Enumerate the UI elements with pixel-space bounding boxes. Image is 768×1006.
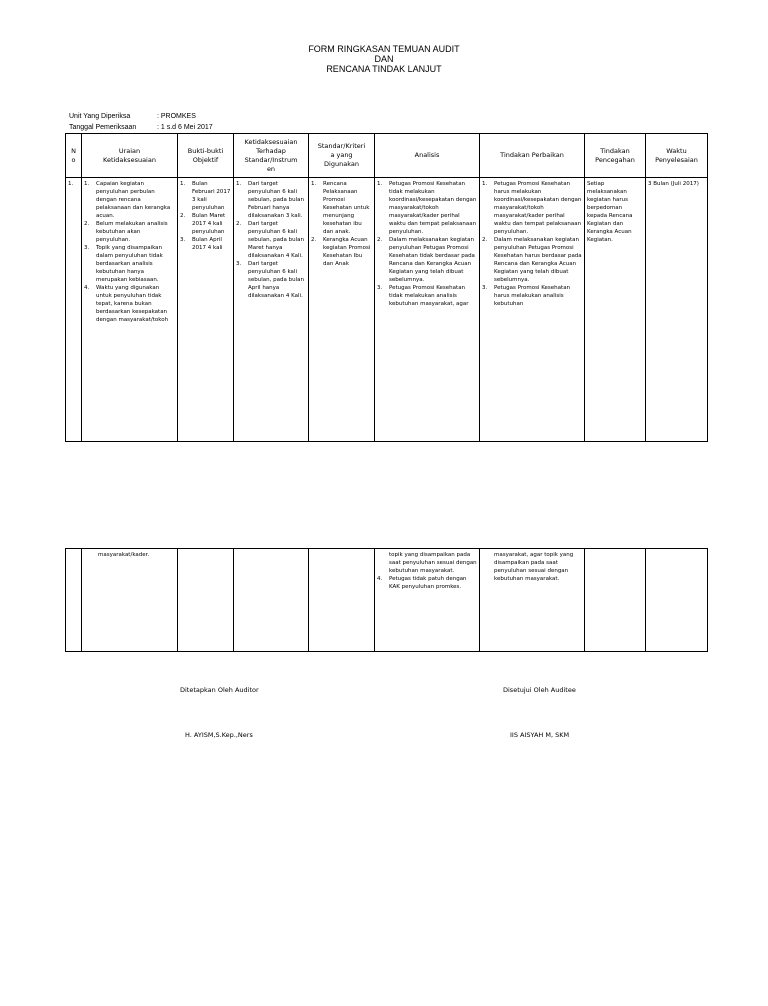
list-item	[482, 284, 582, 308]
date-value: : 1 s.d 6 Mei 2017	[157, 124, 213, 131]
list-item-text: Bulan Februari 2017 3 kali penyuluhan	[192, 181, 231, 211]
list-item-text: Belum melakukan analisis kebutuhan akan penyuluhan.	[96, 221, 168, 243]
header-no: N o	[66, 134, 82, 178]
analisis-continued: topik yang disampaikan pada saat penyuluhan sesuai dengan kebutuhan masyarakat.	[389, 552, 477, 574]
list-item-text: Kerangka Acuan kegiatan Promosi Kesehatan Ibu dan Anak	[323, 237, 371, 267]
list-item-number: 3.	[180, 237, 186, 243]
list-item-number: 4.	[84, 285, 90, 291]
list-item-number: 2.	[84, 221, 90, 227]
title-line-1: FORM RINGKASAN TEMUAN AUDIT	[308, 44, 460, 54]
list-item	[236, 180, 306, 220]
cell-standar	[309, 549, 375, 652]
cell-ketidaksesuaian	[234, 549, 309, 652]
cell-analisis	[375, 549, 480, 652]
cell-perbaikan	[480, 549, 585, 652]
list-item-number: 4.	[377, 576, 383, 582]
cell-uraian	[82, 549, 178, 652]
uraian-continued: masyarakat/kader.	[98, 552, 150, 558]
list-item-text: Petugas Promosi Kesehatan harus melakukan analisis kebutuhan	[494, 285, 571, 307]
document-title	[0, 44, 768, 74]
list-item-number: 1.	[482, 181, 488, 187]
audit-info	[69, 111, 213, 133]
auditor-name: H. AYISM,S.Kep.,Ners	[185, 731, 253, 739]
list-item-text: Rencana Pelaksanaan Promosi Kesehatan untuk menunjang kesehatan ibu dan anak.	[323, 181, 370, 235]
list-item-text: Dari target penyuluhan 6 kali sebulan, pada bulan Maret hanya dilaksanakan 4 Kali.	[248, 221, 304, 259]
list-item-number: 2.	[236, 221, 242, 227]
list-item	[180, 212, 231, 236]
header-uraian: Uraian Ketidaksesuaian	[82, 134, 178, 178]
cell-ketidaksesuaian	[234, 178, 309, 442]
list-item	[84, 220, 175, 244]
audit-table-continued	[65, 548, 708, 652]
cell-pencegahan: Setiap melaksanakan kegiatan harus berpedoman kepada Rencana Kegiatan dan Kerangka Acuan Kegiatan.	[585, 178, 646, 442]
header-standar: Standar/Kriteri a yang Digunakan	[309, 134, 375, 178]
list-item-text: Dalam melaksanakan kegiatan penyuluhan Petugas Promosi Kesehatan tidak berdasar pada Rencana dan Kerangka Acuan Kegiatan yang telah dibuat sebelumnya.	[389, 237, 475, 283]
list-item	[377, 284, 477, 308]
cell-no	[66, 549, 82, 652]
list-item	[236, 260, 306, 300]
list-item-number: 2.	[377, 237, 383, 243]
header-pencegahan: Tindakan Pencegahan	[585, 134, 646, 178]
list-item-text: Petugas Promosi Kesehatan harus melakukan koordinasi/kesepakatan dengan masyarakat/tokoh masyarakat/kader perihal waktu dan tempat pelaksanaan penyuluhan.	[494, 181, 582, 235]
list-item	[377, 236, 477, 284]
title-line-3: RENCANA TINDAK LANJUT	[326, 64, 442, 74]
date-label: Tanggal Pemeriksaan	[69, 124, 137, 131]
list-item	[482, 236, 582, 284]
header-perbaikan: Tindakan Perbaikan	[480, 134, 585, 178]
list-item-text: Dari target penyuluhan 6 kali sebulan, pada bulan Februari hanya dilaksanakan 3 kali.	[248, 181, 304, 219]
list-item	[377, 575, 477, 591]
list-item-number: 3.	[236, 261, 242, 267]
cell-bukti	[178, 178, 234, 442]
header-ketidaksesuaian: Ketidaksesuaian Terhadap Standar/Instrum en	[234, 134, 309, 178]
list-item-number: 3.	[84, 245, 90, 251]
list-item-text: Waktu yang digunakan untuk penyuluhan tidak tepat, karena bukan berdasarkan kesepakatan dengan masyarakat/tokoh	[96, 285, 169, 323]
perbaikan-continued: masyarakat, agar topik yang disampaikan pada saat penyuluhan sesuai dengan kebutuhan masyarakat.	[494, 552, 574, 582]
list-item-text: Dalam melaksanakan kegiatan penyuluhan Petugas Promosi Kesehatan harus berdasar pada Rencana dan Kerangka Acuan Kegiatan yang telah dibuat sebelumnya.	[494, 237, 582, 283]
list-item-number: 3.	[482, 285, 488, 291]
list-item-number: 1.	[180, 181, 186, 187]
cell-no: 1.	[66, 178, 82, 442]
table-header-row	[66, 134, 708, 178]
cell-perbaikan	[480, 178, 585, 442]
list-item	[311, 236, 372, 268]
list-item	[482, 180, 582, 236]
list-item-number: 2.	[180, 213, 186, 219]
header-bukti: Bukti-bukti Objektif	[178, 134, 234, 178]
title-line-2: DAN	[374, 54, 394, 64]
header-waktu: Waktu Penyelesaian	[646, 134, 708, 178]
table-row	[66, 178, 708, 442]
list-item-number: 1.	[236, 181, 242, 187]
unit-label: Unit Yang Diperiksa	[69, 113, 131, 120]
list-item	[311, 180, 372, 236]
list-item	[377, 180, 477, 236]
unit-value: : PROMKES	[157, 113, 196, 120]
cell-waktu: 3 Bulan (Juli 2017)	[646, 178, 708, 442]
list-item-text: Capaian kegiatan penyuluhan perbulan dengan rencana pelaksanaan dan kerangka acuan.	[96, 181, 171, 219]
list-item-text: Topik yang disampaikan dalam penyuluhan tidak berdasarkan analisis kebutuhan hanya merupakan kebiasaan.	[96, 245, 163, 283]
list-item-text: Dari target penyuluhan 6 kali sebulan, pada bulan April hanya dilaksanakan 4 Kali.	[248, 261, 304, 299]
header-analisis: Analisis	[375, 134, 480, 178]
auditee-name: IIS AISYAH M, SKM	[510, 731, 570, 739]
audit-table	[65, 133, 708, 442]
list-item-number: 1.	[377, 181, 383, 187]
table-row	[66, 549, 708, 652]
list-item-number: 3.	[377, 285, 383, 291]
cell-waktu	[646, 549, 708, 652]
cell-pencegahan	[585, 549, 646, 652]
list-item	[84, 244, 175, 284]
cell-uraian	[82, 178, 178, 442]
list-item	[236, 220, 306, 260]
list-item-text: Petugas tidak patuh dengan KAK penyuluhan promkes.	[389, 576, 467, 590]
list-item-text: Petugas Promosi Kesehatan tidak melakukan analisis kebutuhan masyarakat, agar	[389, 285, 469, 307]
list-item-text: Petugas Promosi Kesehatan tidak melakukan koordinasi/kesepakatan dengan masyarakat/tokoh masyarakat/kader perihal waktu dan tempat pelaksanaan penyuluhan.	[389, 181, 477, 235]
list-item-text: Bulan Maret 2017 4 kali penyuluhan	[192, 213, 226, 235]
cell-standar	[309, 178, 375, 442]
list-item	[180, 236, 231, 252]
cell-bukti	[178, 549, 234, 652]
list-item-number: 2.	[482, 237, 488, 243]
list-item	[84, 180, 175, 220]
list-item-number: 2.	[311, 237, 317, 243]
list-item-number: 1.	[84, 181, 90, 187]
list-item	[180, 180, 231, 212]
auditor-signature-title: Ditetapkan Oleh Auditor	[180, 686, 259, 694]
auditee-signature-title: Disetujui Oleh Auditee	[503, 686, 576, 694]
list-item-text: Bulan April 2017 4 kali	[192, 237, 223, 251]
list-item-number: 1.	[311, 181, 317, 187]
cell-analisis	[375, 178, 480, 442]
list-item	[84, 284, 175, 324]
